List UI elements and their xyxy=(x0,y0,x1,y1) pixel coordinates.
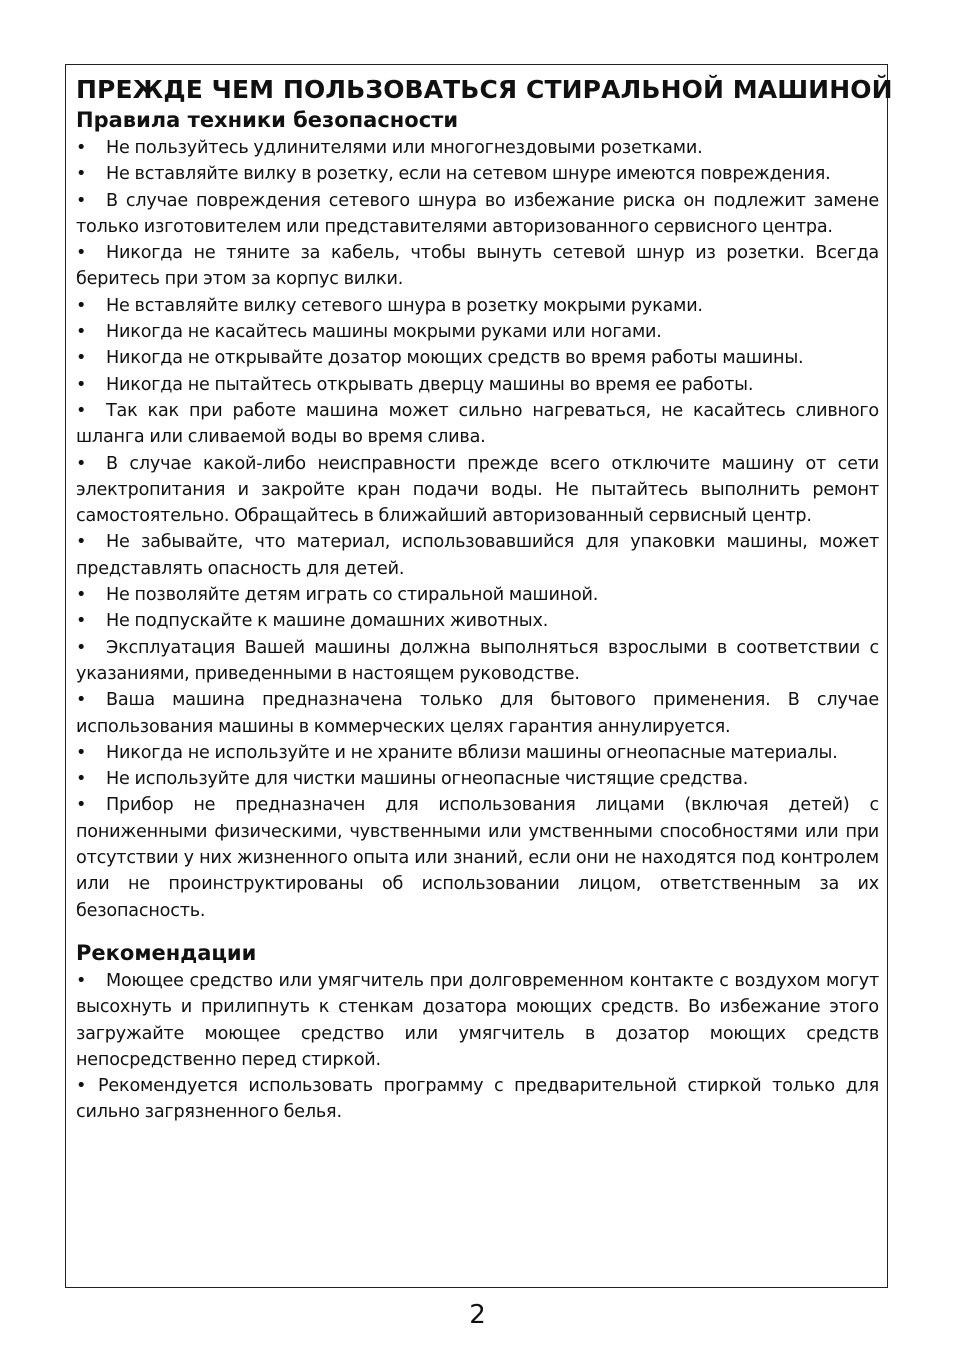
list-item-text: Ваша машина предназначена только для бытового применения. В случае использования машины в коммерческих целях гарантия аннулируется. xyxy=(76,690,879,737)
list-item xyxy=(76,135,879,161)
list-item-text: Рекомендуется использовать программу с предварительной стиркой только для сильно загрязненного белья. xyxy=(76,1076,879,1123)
bullet-icon: • xyxy=(76,742,87,763)
list-item-text: Не используйте для чистки машины огнеопасные чистящие средства. xyxy=(106,769,749,790)
list-item xyxy=(76,161,879,187)
bullet-icon: • xyxy=(76,374,87,395)
bullet-icon: • xyxy=(76,532,87,553)
bullet-icon: • xyxy=(76,637,87,658)
bullet-icon: • xyxy=(76,243,87,264)
list-item xyxy=(76,1073,879,1126)
list-item-text: Не позволяйте детям играть со стиральной машиной. xyxy=(106,585,599,606)
bullet-icon: • xyxy=(76,400,87,421)
list-item xyxy=(76,582,879,608)
list-item-text: Моющее средство или умягчитель при долговременном контакте с воздухом могут высохнуть и прилипнуть к стенкам дозатора моющих средств. Во избежание этого загружайте моющее средство или умягчитель в дозатор моющих средств непосредственно перед стиркой. xyxy=(76,970,879,1070)
bullet-icon: • xyxy=(76,795,87,816)
list-item xyxy=(76,398,879,451)
list-item-text: Эксплуатация Вашей машины должна выполняться взрослыми в соответствии с указаниями, приведенными в настоящем руководстве. xyxy=(76,637,879,684)
list-item xyxy=(76,687,879,740)
list-item xyxy=(76,766,879,792)
list-item-text: Никогда не открывайте дозатор моющих средств во время работы машины. xyxy=(106,348,804,369)
bullet-icon: • xyxy=(76,348,87,369)
bullet-icon: • xyxy=(76,138,87,158)
list-item-text: Не пользуйтесь удлинителями или многогнездовыми розетками. xyxy=(106,138,703,158)
list-item-text: Не забывайте, что материал, использовавшийся для упаковки машины, может представлять опасность для детей. xyxy=(76,532,879,579)
list-item xyxy=(76,345,879,371)
list-item-text: В случае повреждения сетевого шнура во избежание риска он подлежит замене только изготовителем или представителями авторизованного сервисного центра. xyxy=(76,190,879,237)
page-number: 2 xyxy=(469,1300,486,1330)
content-frame xyxy=(65,64,893,1288)
list-item xyxy=(76,319,879,345)
recommendations-list xyxy=(76,968,879,1126)
list-item xyxy=(76,240,879,293)
bullet-icon: • xyxy=(76,322,87,343)
list-item xyxy=(76,188,879,241)
list-item xyxy=(76,635,879,688)
page-title: ПРЕЖДЕ ЧЕМ ПОЛЬЗОВАТЬСЯ СТИРАЛЬНОЙ МАШИНОЙ xyxy=(76,75,893,104)
list-item-text: Так как при работе машина может сильно нагреваться, не касайтесь сливного шланга или сливаемой воды во время слива. xyxy=(76,400,879,448)
list-item-text: Никогда не тяните за кабель, чтобы вынуть сетевой шнур из розетки. Всегда беритесь при этом за корпус вилки. xyxy=(76,243,879,290)
bullet-icon: • xyxy=(76,769,87,790)
list-item-text: В случае какой-либо неисправности прежде всего отключите машину от сети электропитания и закройте кран подачи воды. Не пытайтесь выполнить ремонт самостоятельно. Обращайтесь в ближайший авторизованный сервисный центр. xyxy=(76,453,879,527)
bullet-icon: • xyxy=(76,1076,87,1097)
list-item-text: Не вставляйте вилку в розетку, если на сетевом шнуре имеются повреждения. xyxy=(106,164,831,185)
bullet-icon: • xyxy=(76,295,87,316)
list-item-text: Прибор не предназначен для использования лицами (включая детей) с пониженными физическими, чувственными или умственными способностями или при отсутствии у них жизненного опыта или знаний, если они не находятся под контролем или не проинструктированы об использовании лицом, ответственным за их безопасность. xyxy=(76,795,879,921)
bullet-icon: • xyxy=(76,453,87,474)
list-item xyxy=(76,451,879,530)
list-item-text: Не подпускайте к машине домашних животных. xyxy=(106,611,549,632)
list-item xyxy=(76,792,879,923)
list-item-text: Никогда не используйте и не храните вблизи машины огнеопасные материалы. xyxy=(106,742,838,763)
list-item xyxy=(76,372,879,398)
section-heading-recommendations: Рекомендации xyxy=(76,940,257,965)
bullet-icon: • xyxy=(76,690,87,711)
list-item xyxy=(76,293,879,319)
list-item-text: Не вставляйте вилку сетевого шнура в розетку мокрыми руками. xyxy=(106,295,703,316)
list-item-text: Никогда не пытайтесь открывать дверцу машины во время ее работы. xyxy=(106,374,754,395)
section-heading-safety: Правила техники безопасности xyxy=(76,108,459,132)
list-item xyxy=(76,740,879,766)
list-item xyxy=(76,529,879,582)
bullet-icon: • xyxy=(76,190,87,211)
bullet-icon: • xyxy=(76,585,87,606)
safety-rules-list xyxy=(76,135,879,924)
bullet-icon: • xyxy=(76,164,87,185)
list-item-text: Никогда не касайтесь машины мокрыми руками или ногами. xyxy=(106,322,662,343)
list-item xyxy=(76,968,879,1073)
list-item xyxy=(76,608,879,634)
bullet-icon: • xyxy=(76,611,87,632)
bullet-icon: • xyxy=(76,970,87,991)
